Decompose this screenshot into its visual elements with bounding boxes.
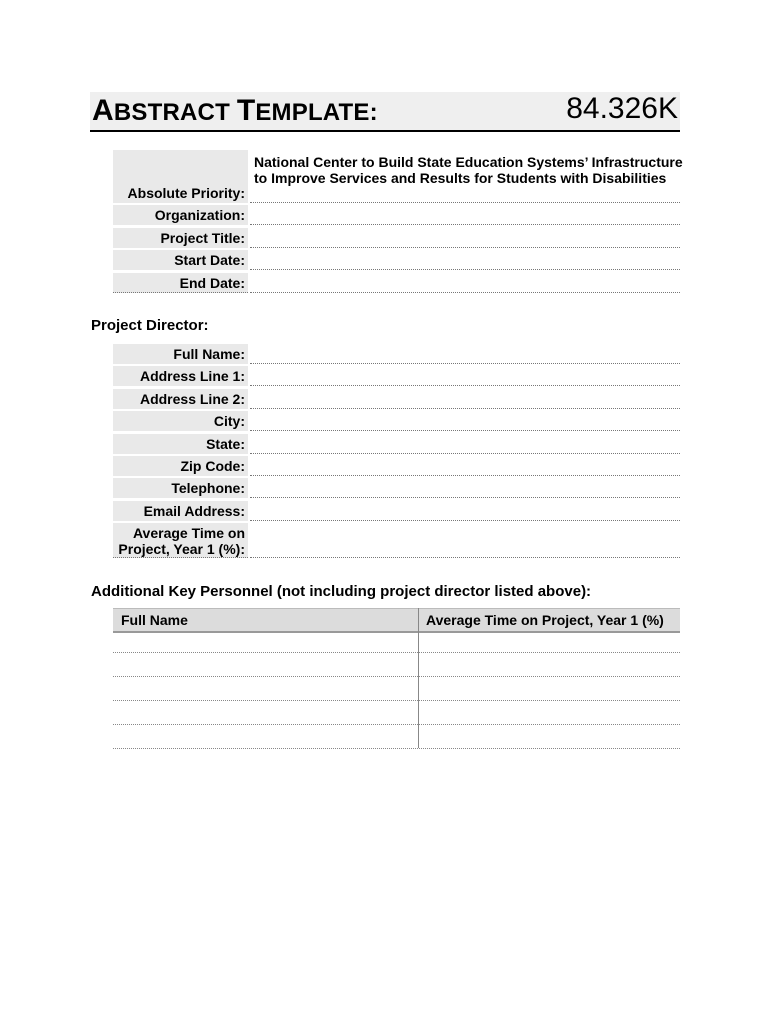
title-part-2: EMPLATE: [255,99,378,126]
average-time-label-line-2: Project, Year 1 (%): [118,541,245,557]
table-row[interactable] [113,748,680,749]
title-bar [90,92,680,132]
full-name-field[interactable] [250,363,680,364]
project-title-label: Project Title: [113,228,248,248]
priority-label: Absolute Priority: [127,185,245,201]
address-line-1-field[interactable] [250,385,680,386]
end-date-label: End Date: [113,273,248,293]
telephone-label: Telephone: [113,478,248,498]
table-row[interactable] [113,652,680,653]
title-letter-t: T [236,94,256,127]
table-row[interactable] [113,700,680,701]
city-field[interactable] [250,430,680,431]
address-line-2-label: Address Line 2: [113,389,248,409]
table-row[interactable] [113,724,680,725]
personnel-heading: Additional Key Personnel (not including project director listed above): [91,583,592,600]
average-time-label-line-1: Average Time on [132,525,245,541]
project-title-field[interactable] [250,247,680,248]
start-date-label: Start Date: [113,250,248,270]
priority-line [250,202,680,203]
city-label: City: [113,411,248,431]
director-heading: Project Director: [91,317,209,334]
state-field[interactable] [250,453,680,454]
page-title [92,94,378,128]
zip-code-label: Zip Code: [113,456,248,476]
program-code: 84.326K [566,92,678,125]
telephone-field[interactable] [250,497,680,498]
average-time-label [113,523,248,558]
zip-code-field[interactable] [250,475,680,476]
email-field[interactable] [250,520,680,521]
column-average-time: Average Time on Project, Year 1 (%) [426,612,664,628]
start-date-field[interactable] [250,269,680,270]
personnel-table-header [113,608,680,633]
table-row[interactable] [113,676,680,677]
address-line-2-field[interactable] [250,408,680,409]
title-letter-a: A [92,94,114,127]
title-part-1: BSTRACT [113,99,237,126]
organization-field[interactable] [250,224,680,225]
column-full-name: Full Name [121,612,188,628]
state-label: State: [113,434,248,454]
organization-label: Organization: [113,205,248,225]
priority-label-cell [113,150,248,203]
full-name-label: Full Name: [113,344,248,364]
table-column-divider [418,608,419,748]
address-line-1-label: Address Line 1: [113,366,248,386]
end-date-field[interactable] [250,292,680,293]
email-label: Email Address: [113,501,248,521]
average-time-field[interactable] [250,557,680,558]
priority-text: National Center to Build State Education Systems’ Infrastructure to Improve Services and Results for Students with Disabilities [254,154,683,186]
